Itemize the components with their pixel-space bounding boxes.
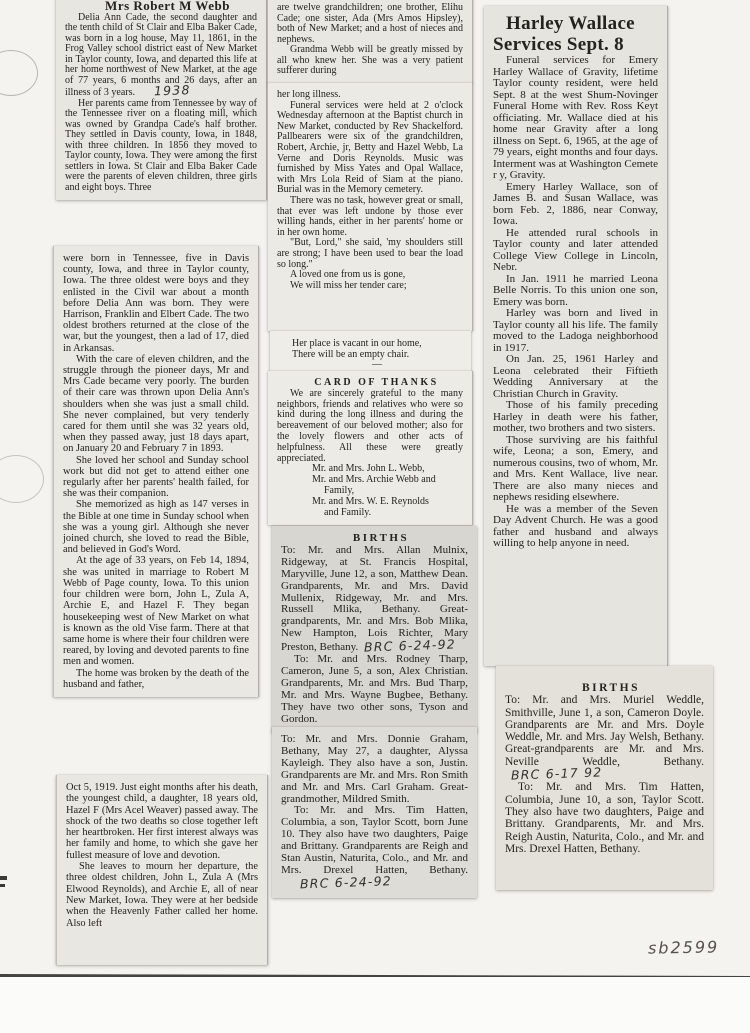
scan-edge-mark <box>0 884 5 887</box>
clipping-webb-obituary-part3 <box>56 775 268 965</box>
birth-entry: To: Mr. and Mrs. Donnie Graham, Bethany, May 27, a daughter, Alyssa Kayleigh. They also have a son, Justin. Grandparents are Mr. and Mrs. Ron Smith and Mr. and Mrs. Carl Graham. Great-grandmother, Mildred Smith. <box>281 733 468 805</box>
webb-paragraph: At the age of 33 years, on Feb 14, 1894, she was united in marriage to Robert M Webb of Page county, Iowa. To this union four children were born, John L, Zula A, Archie E, and Hazel F. They began housekeeping west of New Market on what is known as the old Vise farm. There at that same home is where their four children were reared, by loving and devoted parents to fine men and women. <box>63 555 249 668</box>
hole-punch <box>0 455 44 503</box>
webb-obituary-headline: Mrs Robert M Webb <box>105 0 230 13</box>
webb-paragraph: Grandma Webb will be greatly missed by all who knew her. She was a very patient sufferer during <box>277 44 463 76</box>
webb-paragraph: were born in Tennessee, five in Davis county, Iowa, and three in Taylor county, Iowa. The three oldest were boys and they enlisted in the Civil war about a month before Delia Ann was born. They were Harrison, Franklin and Elbert Cade. The two oldest brothers returned at the close of the war, but the youngest, then a lad of 17, died in Arkansas. <box>63 253 249 354</box>
card-of-thanks-title: CARD OF THANKS <box>314 377 439 388</box>
webb-paragraph: She memorized as high as 147 verses in the Bible at one time in Sunday school when she was a young girl. Although she never joined church, she loved to read the Bible, and believed in God's Word. <box>63 499 249 556</box>
birth-entry: To: Mr. and Mrs. Tim Hatten, Columbia, a son, Taylor Scott, born June 10. They also have two daughters, Paige and Brittany. Grandparents are Reigh and Stan Austin, Naturita, Colo., and Mr. and Mrs. Drexel Hatten, Bethany.BRC 6-24-92 <box>281 804 468 892</box>
clipping-webb-obituary-part1 <box>56 0 267 200</box>
webb-paragraph: Delia Ann Cade, the second daughter and the tenth child of St Clair and Elba Baker Cade, was born in a log house, May 11, 1861, in the Frog Valley school district east of New Market in Taylor county, Iowa, and departed this life at her home northwest of New Market, at the age of 77 years, 6 months and 26 days, after an illness of 3 years. 1938 <box>65 11 257 99</box>
hole-punch <box>0 50 38 96</box>
wallace-paragraph: Those of his family preceding Harley in death were his father, mother, two brothers and two sisters. <box>493 399 658 434</box>
memorial-poem-line: There will be an empty chair. <box>292 349 410 360</box>
wallace-paragraph: He was a member of the Seven Day Advent Church. He was a good father and husband and always willing to help anyone in need. <box>493 502 658 549</box>
handwritten-brc-annotation: BRC 6-17 92 <box>510 764 603 783</box>
wallace-paragraph: In Jan. 1911 he married Leona Belle Norris. To this union one son, Emery was born. <box>493 272 658 308</box>
webb-paragraph: are twelve grandchildren; one brother, Elihu Cade; one sister, Ada (Mrs Amos Hipsley), both of New Market; and a host of nieces and nephews. <box>277 2 463 45</box>
handwritten-brc-annotation: BRC 6-24-92 <box>299 873 393 892</box>
clipping-births-middle-part1 <box>272 526 477 733</box>
webb-paragraph: her long illness. <box>277 89 341 100</box>
birth-entry: To: Mr. and Mrs. Allan Mulnix, Ridgeway, at St. Francis Hospital, Maryville, June 12, a son, Matthew Dean. Grandparents, Mr. and Mrs. David Mullenix, Ridgeway, Mr. and Mrs. Russell Mlika, Bethany. Great-grandparents, Mr. and Mrs. Bob Mlika, New Hampton, Lois Richter, Mary Preston, Bethany. BRC 6-24-92 <box>281 543 468 655</box>
wallace-paragraph: On Jan. 25, 1961 Harley and Leona celebrated their Fiftieth Wedding Anniversary at the Christian Church in Gravity. <box>493 353 658 400</box>
card-of-thanks-body: We are sincerely grateful to the many neighbors, friends and relatives who were so kind during the long illness and during the bereavement of our beloved mother; also for the lovely flowers and other acts of helpfulness. All these were greatly appreciated. <box>277 387 463 464</box>
webb-paragraph: With the care of eleven children, and the struggle through the pioneer days, Mr and Mrs Cade became very poorly. The burden of their care was thrown upon Delia Ann's shoulders when she was just a small child. She never complained, but very tenderly cared for them until she was 32 years old, when they passed away, just 18 days apart, on January 20 and February 7 in 1893. <box>63 353 249 455</box>
memorial-poem-line: A loved one from us is gone, <box>290 269 406 281</box>
wallace-paragraph: He attended rural schools in Taylor county and later attended College View College in Lincoln, Nebr. <box>493 226 658 273</box>
webb-paragraph: She loved her school and Sunday school work but did not get to attend either one regularly after her parents' health failed, for she was their companion. <box>63 454 249 500</box>
handwritten-brc-annotation: BRC 6-24-92 <box>363 636 457 655</box>
card-of-thanks-signature: Mr. and Mrs. W. E. Reynolds <box>312 495 429 507</box>
handwritten-catalog-number: sb2599 <box>647 937 720 958</box>
birth-entry: To: Mr. and Mrs. Rodney Tharp, Cameron, June 5, a son, Alex Christian. Grandparents, Mr. and Mrs. Bud Tharp, Mr. and Mrs. Wayne Bugbee, Bethany. They have two other sons, Tyson and Gordon. <box>281 653 468 725</box>
card-of-thanks-signature: Mr. and Mrs. Archie Webb and <box>312 474 436 486</box>
wallace-paragraph: Harley was born and lived in Taylor county all his life. The family moved to the Ladoga neighborhood in 1917. <box>493 307 658 354</box>
births-title: BIRTHS <box>352 532 410 544</box>
webb-paragraph: She leaves to mourn her departure, the three oldest children, John L, Zula A (Mrs Elwood Reynolds), and Archie E, all of near New Market, Iowa. They were at her bedside when the Heavenly Father called her home. Also left <box>66 861 258 929</box>
clipping-webb-obituary-part4 <box>268 0 473 84</box>
clipping-webb-obituary-part2 <box>53 246 259 697</box>
handwritten-year-annotation: 1938 <box>153 82 191 99</box>
clipping-births-right <box>496 666 713 890</box>
webb-paragraph: Oct 5, 1919. Just eight months after his death, the youngest child, a daughter, 18 years old, Hazel F (Mrs Acel Weaver) passed away. The shock of the two deaths so close together left her heartbroken. Her first interest always was her family and home, to which she gave her fullest measure of love and devotion. <box>66 782 258 861</box>
webb-paragraph: The home was broken by the death of the husband and father, <box>63 667 249 690</box>
wallace-obituary-headline: Harley Wallace Services Sept. 8 <box>493 13 635 55</box>
births-title: BIRTHS <box>581 682 641 694</box>
memorial-poem-line: We will miss her tender care; <box>290 279 407 291</box>
card-of-thanks-signature: and Family. <box>324 506 372 518</box>
webb-paragraph: There was no task, however great or small, that ever was left undone by those ever willing hands, either in her parents' home or in her own home. <box>277 194 463 238</box>
divider-dash: — <box>372 359 382 370</box>
card-of-thanks-signature: Mr. and Mrs. John L. Webb, <box>312 463 425 475</box>
clipping-webb-obituary-part5 <box>268 83 473 331</box>
birth-entry: To: Mr. and Mrs. Tim Hatten, Columbia, June 10, a son, Taylor Scott. They also have two daughters, Paige and Brittany. Grandparents, Mr. and Mrs. Reigh Austin, Naturita, Colo., and Mr. and Mrs. Drexel Hatten, Bethany. <box>505 781 704 855</box>
birth-entry: To: Mr. and Mrs. Muriel Weddle, Smithville, June 1, a son, Cameron Doyle. Grandparents are Mr. and Mrs. Doyle Weddle, Mr. and Mrs. Jay Welsh, Bethany. Great-grandparents are Mr. and Mrs. Neville Weddle, Bethany.BRC 6-17 92 <box>505 694 704 783</box>
scan-edge-mark <box>0 876 7 880</box>
wallace-paragraph: Those surviving are his faithful wife, Leona; a son, Emery, and numerous cousins, two of whom, Mr. and Mrs. Kent Wallace, live near. There are also many nieces and nephews residing elsewhere. <box>493 433 658 503</box>
webb-paragraph: Funeral services were held at 2 o'clock Wednesday afternoon at the Baptist church in New Market, conducted by Rev Shackelford. Pallbearers were six of the grandchildren, Robert, Archie, jr, Betty and Hazel Webb, La Verne and Doris Reynolds. Music was furnished by Miss Yates and Opal Wallace, with Mrs Lola Reid of Siam at the piano. Burial was in the Memory cemetery. <box>277 99 463 196</box>
card-of-thanks-signature: Family, <box>324 484 355 496</box>
clipping-births-middle-part2 <box>272 727 477 898</box>
scanner-background <box>0 977 750 1033</box>
clipping-memorial-poem-end <box>270 331 471 376</box>
wallace-paragraph: Emery Harley Wallace, son of James B. and Susan Wallace, was born Feb. 2, 1886, near Conway, Iowa. <box>493 180 658 227</box>
webb-paragraph: "But, Lord," she said, 'my shoulders still are strong; I have been used to bear the load so long." <box>277 237 463 270</box>
memorial-poem-line: Her place is vacant in our home, <box>292 338 422 349</box>
webb-paragraph: Her parents came from Tennessee by way of the Tennessee river on a floating mill, which was owned by Grandpa Cade's half brother. They settled in Davis county, Iowa, in 1848, with three children. In 1856 they moved to Taylor county, Iowa. They were among the first settlers in Iowa. St Clair and Elba Baker Cade were the parents of eleven children, three girls and eight boys. Three <box>65 97 257 193</box>
wallace-paragraph: Funeral services for Emery Harley Wallace of Gravity, lifetime Taylor county resident, were held Sept. 8 at the west Shum-Novinger Funeral Home with Rev. Ross Keyt officiating. Mr. Wallace died at his home near Gravity after a long illness on Sept. 6, 1965, at the age of 79 years, eight months and four days. Interment was at Washington Cemete r y, Gravity. <box>493 54 658 181</box>
clipping-card-of-thanks <box>268 371 473 525</box>
clipping-wallace-obituary <box>484 6 668 666</box>
